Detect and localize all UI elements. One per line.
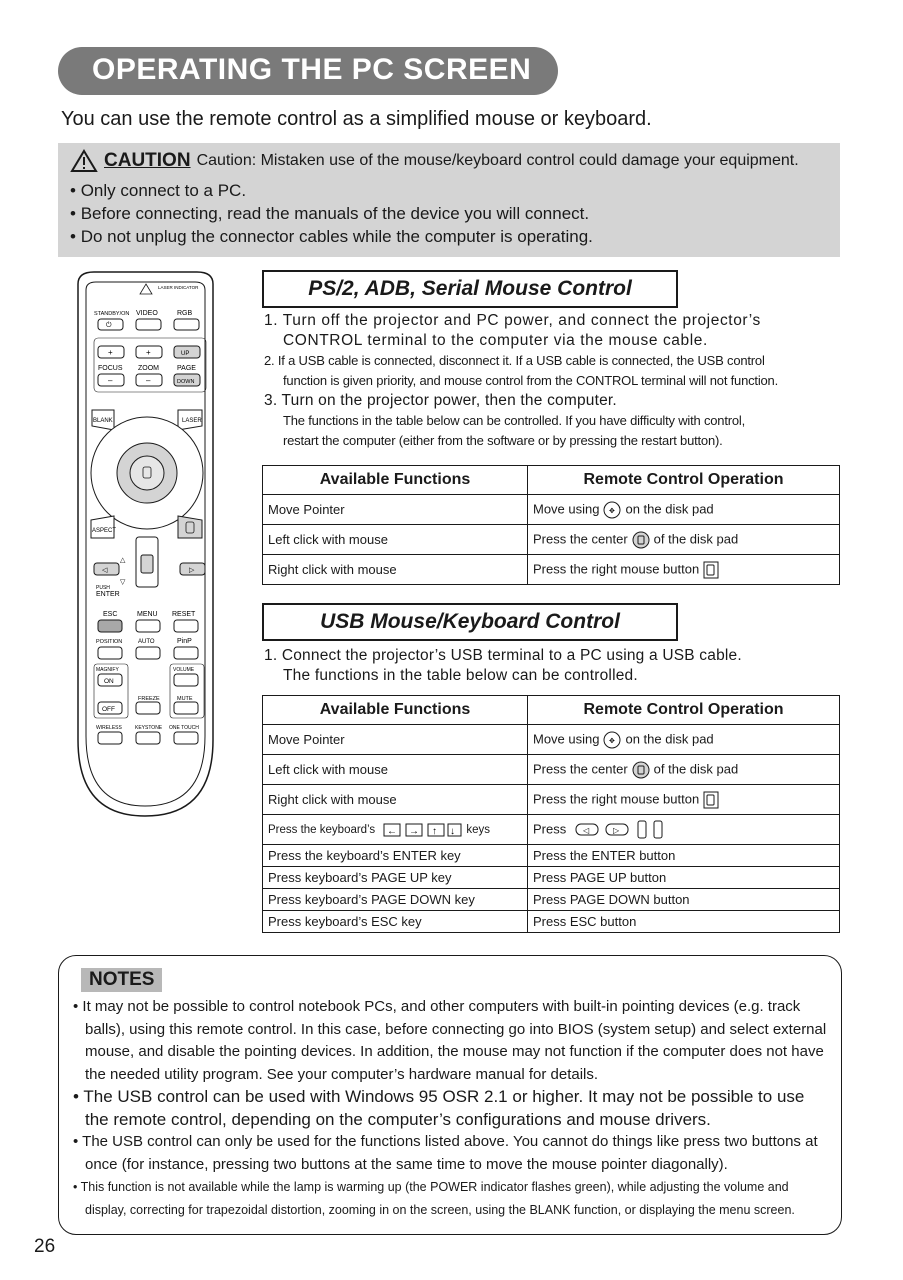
center-button-icon — [632, 531, 650, 549]
reset-button — [174, 620, 198, 632]
table-row — [263, 785, 840, 815]
table-cell: Press the center of the disk pad — [528, 755, 840, 785]
svg-text:▽: ▽ — [120, 579, 126, 586]
intro-text: You can use the remote control as a simplified mouse or keyboard. — [61, 108, 652, 130]
wireless-label: WIRELESS — [96, 725, 122, 731]
pinp-button — [174, 647, 198, 659]
svg-text:✥: ✥ — [609, 507, 616, 515]
table-cell: Press ◁ ▷ — [528, 815, 840, 845]
step-text: function is given priority, and mouse control from the CONTROL terminal will not function. — [283, 373, 778, 388]
step-text: 3. Turn on the projector power, then the computer. — [264, 392, 617, 409]
note-item: • The USB control can only be used for the functions listed above. You cannot do things like press two buttons at once (for instance, pressing two buttons at the same time to move the mouse pointer diagonally). — [69, 1131, 829, 1176]
rgb-label: RGB — [177, 310, 193, 317]
functions-table-2 — [262, 695, 840, 933]
section1-heading: PS/2, ADB, Serial Mouse Control — [262, 270, 678, 308]
one-touch-label: ONE TOUCH — [169, 725, 199, 731]
keystone-button — [136, 732, 160, 744]
svg-text:–: – — [108, 376, 113, 385]
center-button-icon — [632, 761, 650, 779]
caution-item: • Only connect to a PC. — [70, 179, 593, 202]
laser-label: LASER — [182, 418, 202, 424]
section2-steps — [264, 646, 842, 686]
table-cell: Press the center of the disk pad — [528, 525, 840, 555]
note-item: • The USB control can be used with Windows 95 OSR 2.1 or higher. It may not be possible to use the remote control, depending on the computer’s configurations and mouse drivers. — [69, 1086, 829, 1131]
freeze-label: FREEZE — [138, 696, 160, 702]
off-label: OFF — [102, 706, 115, 713]
step-text: CONTROL terminal to the computer via the mouse cable. — [283, 332, 708, 349]
table-row — [263, 555, 840, 585]
note-item: • This function is not available while the lamp is warming up (the POWER indicator flashes green), while adjusting the volume and display, correcting for trapezoidal distortion, zooming in on the screen, using the BLANK function, or displaying the menu screen. — [69, 1176, 829, 1221]
caution-item: • Before connecting, read the manuals of the device you will connect. — [70, 202, 593, 225]
step-text: 1. Connect the projector’s USB terminal to a PC using a USB cable. — [264, 647, 742, 664]
step-text: 2. If a USB cable is connected, disconnect it. If a USB cable is connected, the USB control — [264, 353, 765, 368]
auto-button — [136, 647, 160, 659]
caution-header — [70, 149, 799, 173]
step-text: The functions in the table below can be controlled. If you have difficulty with control, — [283, 413, 745, 428]
table-cell: Move using ✥ on the disk pad — [528, 495, 840, 525]
table-cell: Left click with mouse — [263, 525, 528, 555]
esc-label: ESC — [103, 611, 118, 618]
column-header: Remote Control Operation — [528, 466, 840, 495]
notes-label: NOTES — [81, 968, 162, 992]
table-cell: Move Pointer — [263, 495, 528, 525]
table-cell: Press the right mouse button — [528, 555, 840, 585]
on-label: ON — [104, 678, 114, 685]
remote-arrow-buttons-icon — [574, 820, 666, 840]
column-header: Available Functions — [263, 696, 528, 725]
warning-triangle-icon — [70, 149, 98, 173]
column-header: Available Functions — [263, 466, 528, 495]
table-cell: Press ESC button — [528, 911, 840, 933]
table-cell: Press keyboard’s PAGE UP key — [263, 867, 528, 889]
zoom-label: ZOOM — [138, 365, 159, 372]
svg-text:+: + — [146, 348, 151, 357]
esc-button — [98, 620, 122, 632]
notes-box — [58, 955, 842, 1235]
mute-label: MUTE — [177, 696, 193, 702]
down-label: DOWN — [177, 379, 195, 385]
table-row — [263, 495, 840, 525]
up-label: UP — [181, 351, 190, 357]
push-label: PUSH — [96, 585, 110, 591]
right-mouse-button-icon — [703, 561, 719, 579]
svg-text:+: + — [108, 348, 113, 357]
table-cell: Move using ✥ on the disk pad — [528, 725, 840, 755]
table-row — [263, 911, 840, 933]
svg-text:▷: ▷ — [612, 825, 620, 835]
functions-table-1 — [262, 465, 840, 585]
blank-label: BLANK — [93, 418, 113, 424]
table-header-row — [263, 696, 840, 725]
step-text: The functions in the table below can be controlled. — [283, 667, 638, 684]
disk-pad-center — [130, 456, 164, 490]
rgb-button — [174, 319, 199, 330]
disk-pad-icon — [603, 731, 621, 749]
reset-label: RESET — [172, 611, 196, 618]
column-header: Remote Control Operation — [528, 696, 840, 725]
table-cell: Press PAGE UP button — [528, 867, 840, 889]
laser-indicator-label: LASER INDICATOR — [158, 285, 199, 290]
table-row — [263, 845, 840, 867]
enter-label: ENTER — [96, 591, 120, 598]
position-button — [98, 647, 122, 659]
page-title: OPERATING THE PC SCREEN — [92, 53, 532, 86]
table-cell: Move Pointer — [263, 725, 528, 755]
disk-pad-icon — [603, 501, 621, 519]
step-text: restart the computer (either from the software or by pressing the restart button). — [283, 433, 723, 448]
table-row — [263, 867, 840, 889]
table-cell: Press the right mouse button — [528, 785, 840, 815]
remote-control-illustration — [74, 270, 217, 818]
page-number: 26 — [34, 1236, 56, 1257]
caution-box — [58, 143, 840, 257]
freeze-button — [136, 702, 160, 714]
caution-list — [70, 179, 593, 248]
mute-button — [174, 702, 198, 714]
section1-steps — [264, 311, 842, 451]
table-cell: Press keyboard’s ESC key — [263, 911, 528, 933]
table-cell: Right click with mouse — [263, 555, 528, 585]
table-row — [263, 725, 840, 755]
section2-heading: USB Mouse/Keyboard Control — [262, 603, 678, 641]
power-icon: ⏻ — [106, 322, 112, 329]
video-label: VIDEO — [136, 310, 158, 317]
table-row — [263, 815, 840, 845]
menu-label: MENU — [137, 611, 158, 618]
table-row — [263, 889, 840, 911]
note-item: • It may not be possible to control notebook PCs, and other computers with built-in pointing devices (e.g. track balls), using this remote control. In this case, before connecting go into BIOS (system setup) and select external mouse, and disable the pointing devices. In addition, the mouse may not function if the computer does not have the needed utility program. See your computer’s hardware manual for details. — [69, 996, 829, 1086]
aspect-label: ASPECT — [92, 528, 117, 534]
position-label: POSITION — [96, 639, 123, 645]
keystone-label: KEYSTONE — [135, 725, 163, 731]
table-cell: Press PAGE DOWN button — [528, 889, 840, 911]
magnify-label: MAGNIFY — [96, 667, 119, 673]
focus-label: FOCUS — [98, 365, 123, 372]
notes-list — [69, 996, 829, 1221]
svg-text:◁: ◁ — [582, 825, 590, 835]
table-row — [263, 755, 840, 785]
svg-text:↓: ↓ — [450, 825, 456, 837]
arrow-keys-icon — [382, 823, 462, 837]
table-cell: Press the keyboard’s ← → ↑ ↓ keys — [263, 815, 528, 845]
right-mouse-button — [178, 516, 202, 538]
caution-text: Caution: Mistaken use of the mouse/keyboard control could damage your equipment. — [196, 152, 799, 169]
volume-label: VOLUME — [173, 667, 195, 673]
svg-text:→: → — [409, 825, 420, 837]
aspect-button — [91, 516, 117, 538]
page-label: PAGE — [177, 365, 196, 372]
wireless-button — [98, 732, 122, 744]
table-cell: Press the ENTER button — [528, 845, 840, 867]
one-touch-button — [174, 732, 198, 744]
svg-text:–: – — [146, 376, 151, 385]
table-row — [263, 525, 840, 555]
pinp-label: PinP — [177, 638, 192, 645]
svg-text:✥: ✥ — [609, 737, 616, 745]
caution-word: CAUTION — [104, 150, 191, 171]
table-header-row — [263, 466, 840, 495]
step-text: 1. Turn off the projector and PC power, and connect the projector’s — [264, 312, 761, 329]
standby-label: STANDBY/ON — [94, 311, 130, 317]
table-cell: Press keyboard’s PAGE DOWN key — [263, 889, 528, 911]
svg-text:↑: ↑ — [432, 825, 438, 837]
menu-button — [136, 620, 160, 632]
left-arrow-icon: ◁ — [102, 567, 108, 574]
caution-item: • Do not unplug the connector cables while the computer is operating. — [70, 225, 593, 248]
page-title-banner — [58, 47, 558, 95]
table-cell: Left click with mouse — [263, 755, 528, 785]
right-arrow-icon: ▷ — [189, 567, 195, 574]
right-mouse-button-icon — [703, 791, 719, 809]
auto-label: AUTO — [138, 639, 155, 645]
svg-text:△: △ — [120, 557, 126, 564]
table-cell: Press the keyboard’s ENTER key — [263, 845, 528, 867]
video-button — [136, 319, 161, 330]
volume-button — [174, 674, 198, 686]
svg-text:←: ← — [387, 825, 398, 837]
table-cell: Right click with mouse — [263, 785, 528, 815]
